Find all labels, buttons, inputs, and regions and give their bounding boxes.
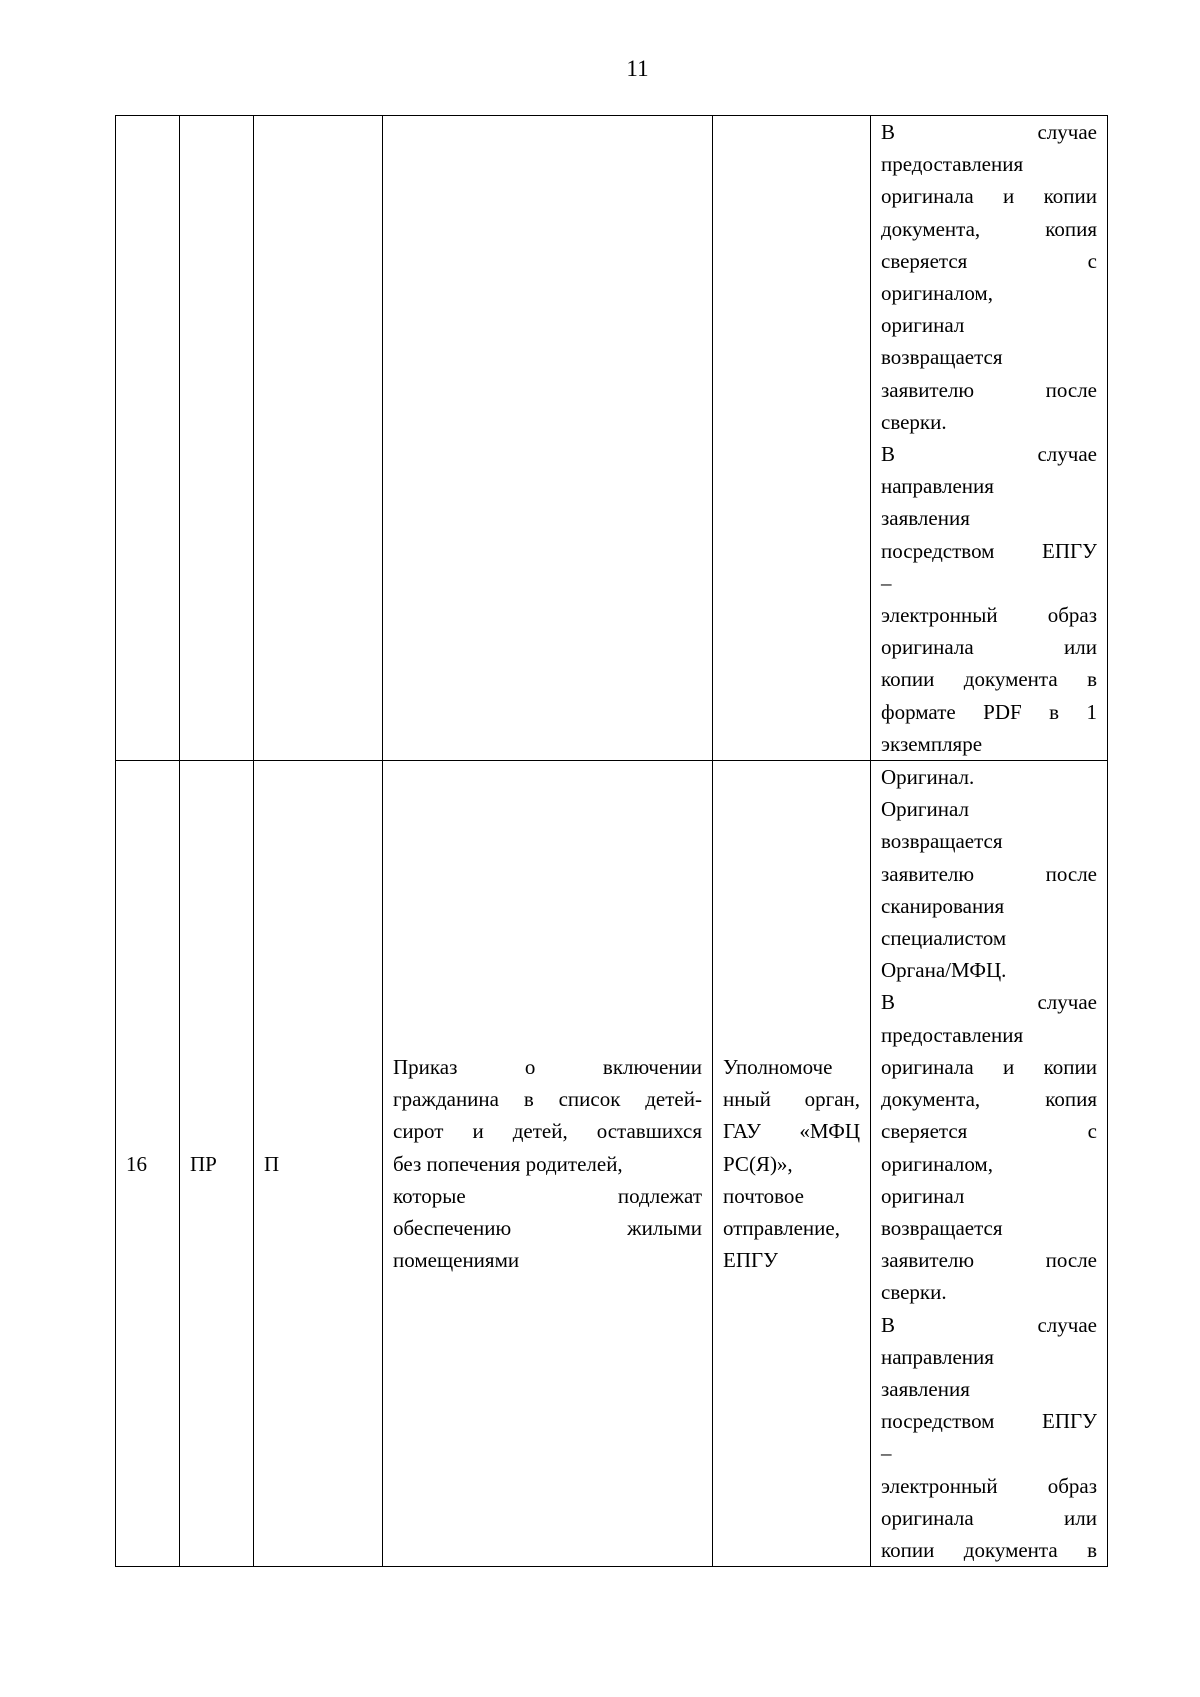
text-line: заявителю после	[881, 377, 1097, 402]
text-line: специалистом	[881, 926, 1007, 951]
text-line: электронный образ	[881, 1473, 1097, 1498]
text-line: электронный образ	[881, 603, 1097, 628]
text-line: направления	[881, 474, 994, 499]
text-line: копии документа в	[881, 1537, 1097, 1562]
text-line: В случае	[881, 442, 1097, 467]
text-line: оригинала и копии	[881, 1054, 1097, 1079]
text-line: –	[881, 1441, 892, 1466]
cell-document-name	[383, 761, 713, 1567]
cell-type: ПР	[180, 761, 254, 1567]
text-line: сверки.	[881, 409, 947, 434]
text-line: нный орган,	[723, 1087, 860, 1112]
text-line: оригинала или	[881, 635, 1097, 660]
text-line: экземпляре	[881, 731, 983, 756]
cell-category: П	[254, 761, 383, 1567]
text-line: Органа/МФЦ.	[881, 958, 1007, 983]
text-line: документа, копия	[881, 216, 1097, 241]
cell-requirements	[871, 761, 1108, 1567]
table-row	[116, 116, 1108, 761]
cell-number: 16	[116, 761, 180, 1567]
text-line: Уполномоче	[723, 1054, 833, 1079]
text-line: ЕПГУ	[723, 1248, 779, 1273]
text-line: возвращается	[881, 829, 1003, 854]
cell-type	[180, 116, 254, 761]
text-line: В случае	[881, 120, 1097, 144]
page-number: 11	[626, 56, 649, 81]
text-line: сирот и детей, оставшихся	[393, 1119, 702, 1144]
text-line: оригинала или	[881, 1505, 1097, 1530]
text-line: без попечения родителей,	[393, 1151, 623, 1176]
text-line: заявления	[881, 506, 970, 531]
text-line: Приказ о включении	[393, 1054, 702, 1079]
text-line: посредством ЕПГУ	[881, 538, 1097, 563]
text-line: В случае	[881, 990, 1097, 1015]
text-line: В случае	[881, 1312, 1097, 1337]
text-line: заявителю после	[881, 861, 1097, 886]
text-line: оригиналом,	[881, 281, 993, 306]
text-line: документа, копия	[881, 1087, 1097, 1112]
text-line: гражданина в список детей-	[393, 1087, 702, 1112]
text-line: направления	[881, 1344, 994, 1369]
text-line: помещениями	[393, 1248, 520, 1273]
cell-number	[116, 116, 180, 761]
text-line: сверяется с	[881, 1119, 1097, 1144]
text-line: оригинала и копии	[881, 184, 1097, 209]
text-line: заявления	[881, 1376, 970, 1401]
text-line: ГАУ «МФЦ	[723, 1119, 860, 1144]
cell-requirements	[871, 116, 1108, 761]
text-line: оригинал	[881, 313, 965, 338]
text-line: которые подлежат	[393, 1183, 702, 1208]
text-line: сверки.	[881, 1280, 947, 1305]
text-line: предоставления	[881, 1022, 1024, 1047]
text-line: отправление,	[723, 1215, 840, 1240]
document-table	[115, 115, 1108, 1567]
text-line: Оригинал	[881, 797, 969, 822]
cell-issuer	[713, 116, 871, 761]
text-line: предоставления	[881, 152, 1024, 177]
text-line: копии документа в	[881, 667, 1097, 692]
text-line: обеспечению жилыми	[393, 1215, 702, 1240]
text-line: Оригинал.	[881, 765, 975, 790]
text-line: посредством ЕПГУ	[881, 1409, 1097, 1434]
text-line: РС(Я)»,	[723, 1151, 793, 1176]
cell-document-name	[383, 116, 713, 761]
cell-issuer	[713, 761, 871, 1567]
text-line: оригиналом,	[881, 1151, 993, 1176]
text-line: –	[881, 570, 892, 595]
cell-category	[254, 116, 383, 761]
text-line: заявителю после	[881, 1248, 1097, 1273]
text-line: возвращается	[881, 1215, 1003, 1240]
table-row	[116, 761, 1108, 1567]
text-line: оригинал	[881, 1183, 965, 1208]
text-line: возвращается	[881, 345, 1003, 370]
text-line: сканирования	[881, 893, 1005, 918]
text-line: почтовое	[723, 1183, 805, 1208]
text-line: формате PDF в 1	[881, 699, 1097, 724]
text-line: сверяется с	[881, 248, 1097, 273]
